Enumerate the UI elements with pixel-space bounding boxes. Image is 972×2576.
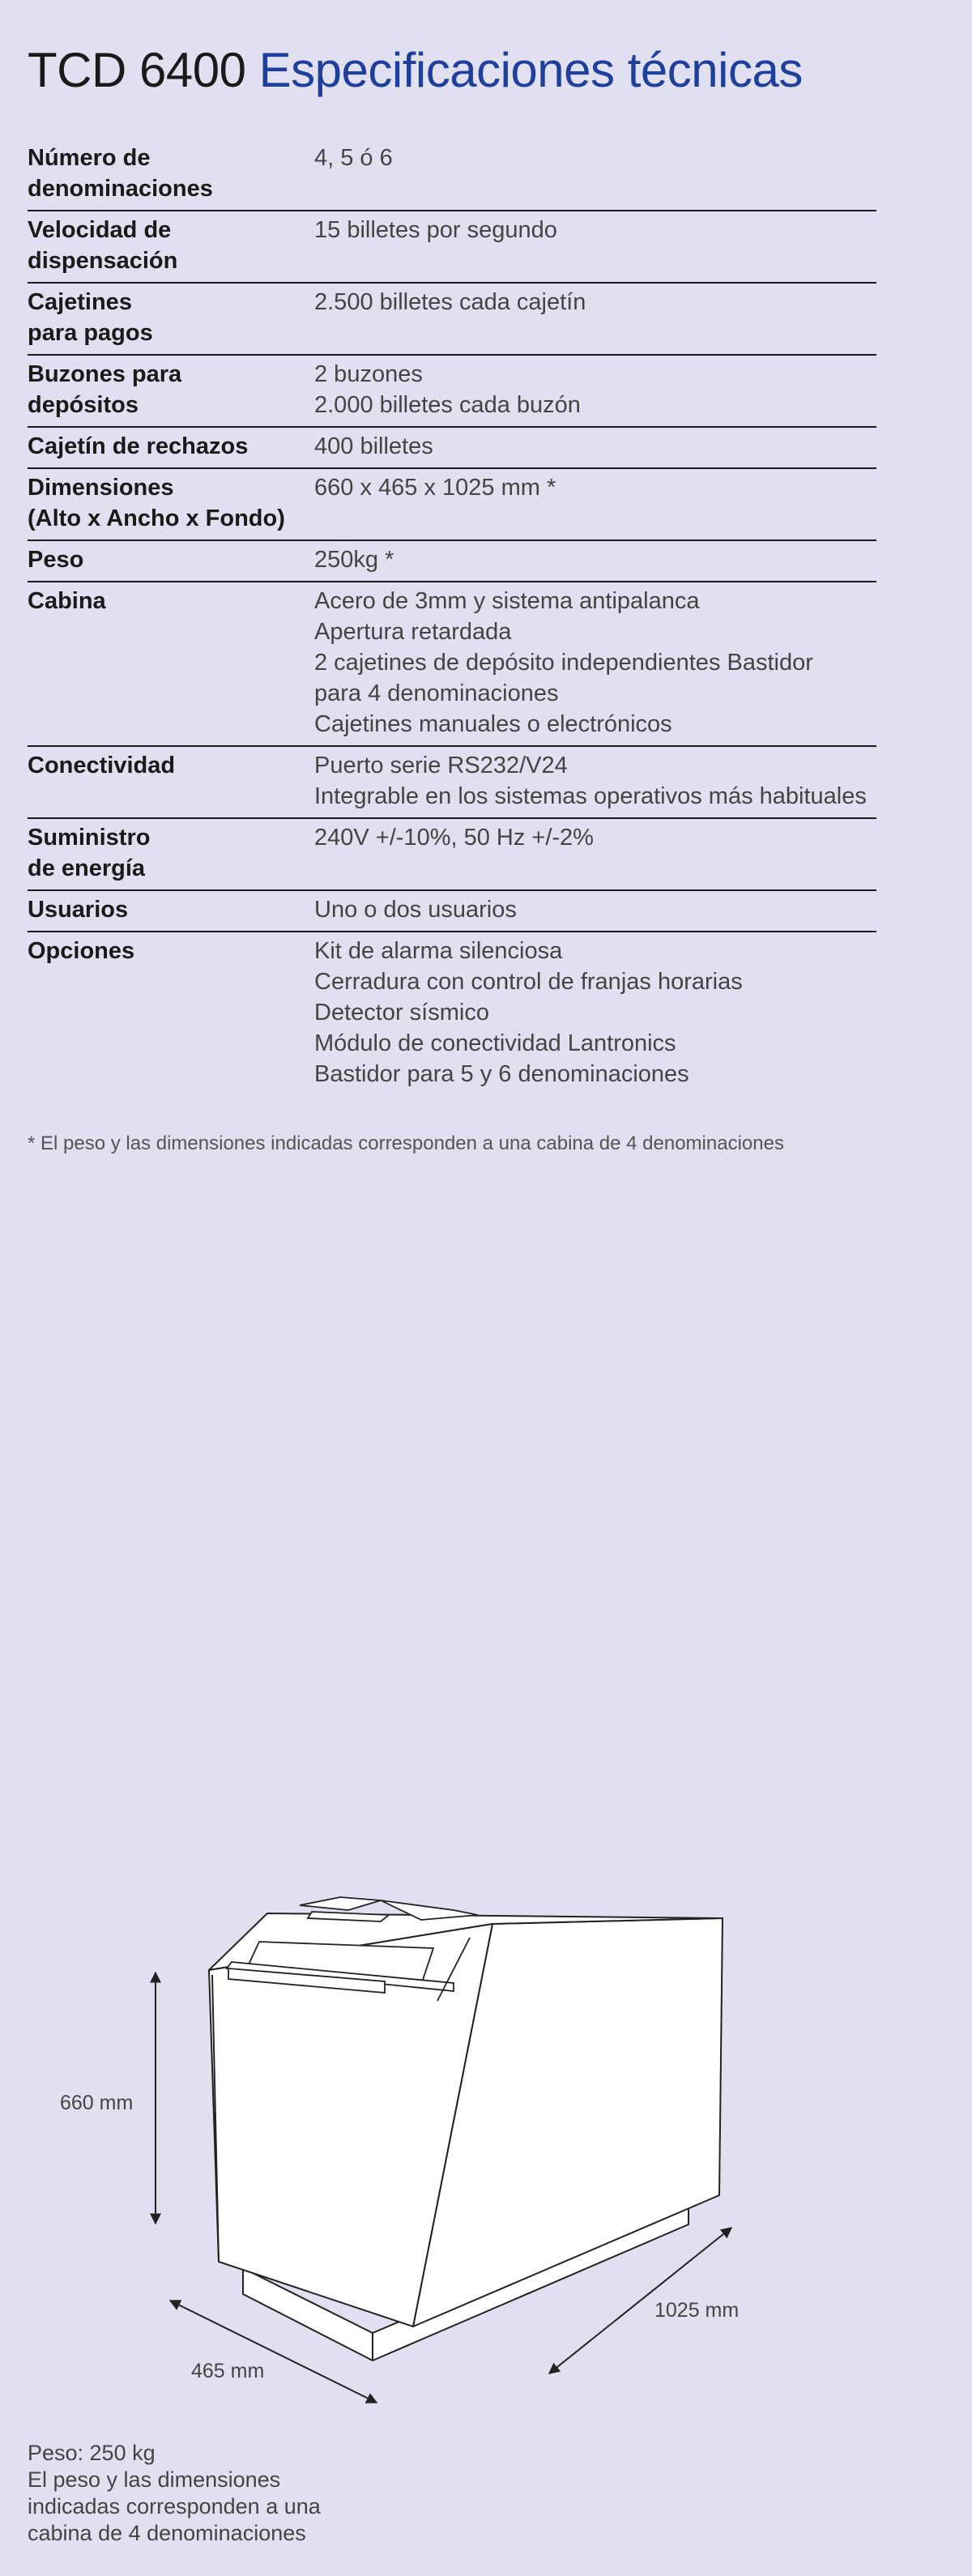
spec-value-line: Detector sísmico [314, 1000, 489, 1026]
spec-table-body [28, 139, 876, 1095]
spec-row [28, 540, 876, 582]
spec-value-line: 660 x 465 x 1025 mm * [314, 475, 556, 501]
spec-value [314, 211, 876, 283]
spec-label [28, 932, 314, 1095]
spec-value [314, 932, 876, 1095]
spec-label-line: Número de [28, 145, 151, 171]
spec-value-line: Bastidor para 5 y 6 denominaciones [314, 1061, 689, 1087]
height-dimension-label: 660 mm [60, 2092, 134, 2114]
spec-label-line: Peso [28, 547, 84, 573]
depth-dimension-label: 1025 mm [654, 2299, 740, 2322]
spec-value [314, 582, 876, 746]
spec-label-line: Buzones para [28, 361, 182, 387]
spec-label [28, 355, 314, 427]
spec-value-line: Kit de alarma silenciosa [314, 938, 563, 964]
spec-label-line: denominaciones [28, 176, 213, 202]
spec-label [28, 211, 314, 283]
spec-label [28, 818, 314, 890]
spec-value [314, 355, 876, 427]
page-subtitle: Especificaciones técnicas [258, 43, 803, 97]
spec-value-line: Uno o dos usuarios [314, 897, 517, 923]
spec-label-line: Velocidad de [28, 217, 172, 243]
spec-value-line: Módulo de conectividad Lantronics [314, 1030, 676, 1056]
spec-label-line: de energía [28, 855, 146, 881]
spec-row [28, 355, 876, 427]
spec-label-line: Cabina [28, 588, 106, 614]
spec-row [28, 427, 876, 468]
spec-value-line: 2 buzones [314, 361, 423, 387]
spec-value [314, 139, 876, 211]
spec-value-line: Acero de 3mm y sistema antipalanca [314, 588, 700, 614]
spec-value-line: 2 cajetines de depósito independientes Bastidor [314, 650, 813, 676]
page-title [28, 42, 803, 98]
spec-row [28, 582, 876, 746]
spec-value-line: Cajetines manuales o electrónicos [314, 711, 672, 737]
safe-dimension-drawing [0, 1863, 972, 2430]
spec-value-line: para 4 denominaciones [314, 680, 559, 706]
footnote: * El peso y las dimensiones indicadas corresponden a una cabina de 4 denominaciones [28, 1132, 784, 1154]
bottom-note-line: Peso: 250 kg [28, 2441, 156, 2465]
spec-label-line: Cajetín de rechazos [28, 433, 249, 459]
spec-label-line: depósitos [28, 392, 139, 418]
spec-value-line: Integrable en los sistemas operativos más habituales [314, 783, 867, 809]
spec-label-line: Opciones [28, 938, 135, 964]
bottom-note-line: cabina de 4 denominaciones [28, 2521, 306, 2545]
spec-label [28, 283, 314, 355]
spec-label [28, 746, 314, 818]
spec-label [28, 468, 314, 540]
spec-value [314, 283, 876, 355]
spec-value-line: 2.000 billetes cada buzón [314, 392, 581, 418]
model-name: TCD 6400 [28, 43, 246, 97]
spec-row [28, 468, 876, 540]
spec-label [28, 139, 314, 211]
width-dimension-label: 465 mm [191, 2360, 265, 2382]
spec-row [28, 211, 876, 283]
spec-value [314, 746, 876, 818]
spec-label-line: Suministro [28, 825, 151, 851]
spec-row [28, 932, 876, 1095]
spec-label-line: Usuarios [28, 897, 129, 923]
spec-table [28, 139, 876, 1095]
spec-row [28, 890, 876, 932]
spec-label-line: Dimensiones [28, 475, 174, 501]
spec-value-line: 15 billetes por segundo [314, 217, 557, 243]
spec-label-line: para pagos [28, 320, 153, 346]
spec-value [314, 818, 876, 890]
spec-label [28, 582, 314, 746]
spec-row [28, 746, 876, 818]
bottom-note [28, 2440, 321, 2547]
spec-label [28, 540, 314, 582]
spec-value [314, 468, 876, 540]
spec-label-line: dispensación [28, 248, 178, 274]
spec-value [314, 890, 876, 932]
spec-label-line: Cajetines [28, 289, 132, 315]
spec-row [28, 283, 876, 355]
spec-label [28, 427, 314, 468]
spec-value [314, 540, 876, 582]
spec-row [28, 818, 876, 890]
bottom-note-line: El peso y las dimensiones [28, 2467, 281, 2492]
spec-label-line: (Alto x Ancho x Fondo) [28, 505, 285, 531]
spec-value-line: 4, 5 ó 6 [314, 145, 393, 171]
spec-label [28, 890, 314, 932]
spec-value-line: Cerradura con control de franjas horarias [314, 969, 743, 995]
spec-value-line: 2.500 billetes cada cajetín [314, 289, 586, 315]
spec-value-line: Puerto serie RS232/V24 [314, 753, 568, 778]
spec-value-line: Apertura retardada [314, 619, 512, 645]
spec-label-line: Conectividad [28, 753, 176, 778]
spec-value [314, 427, 876, 468]
bottom-note-line: indicadas corresponden a una [28, 2494, 321, 2518]
spec-value-line: 400 billetes [314, 433, 433, 459]
spec-value-line: 240V +/-10%, 50 Hz +/-2% [314, 825, 594, 851]
spec-value-line: 250kg * [314, 547, 394, 573]
spec-row [28, 139, 876, 211]
